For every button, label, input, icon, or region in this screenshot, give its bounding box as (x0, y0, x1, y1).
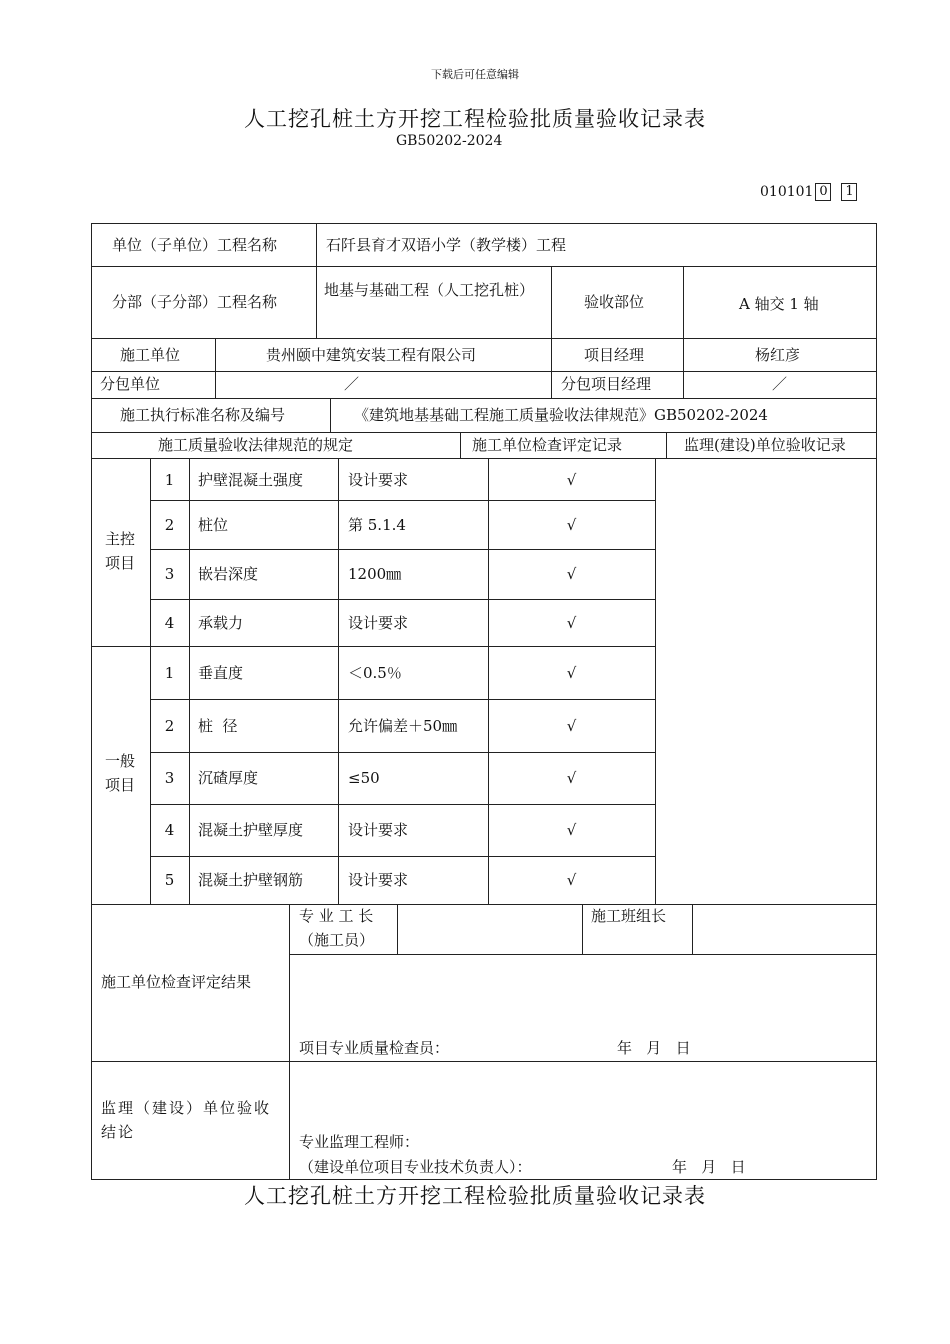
item-name: 混凝土护壁钢筋 (198, 871, 304, 889)
contractor-date: 年 月 日 (617, 1039, 691, 1057)
item-name: 嵌岩深度 (198, 565, 259, 583)
item-name: 承载力 (198, 614, 244, 632)
subcontractor-label: 分包单位 (100, 375, 161, 393)
supervision-result-label: 监理（建设）单位验收结论 (101, 1099, 272, 1141)
item-number: 1 (164, 664, 175, 682)
inspector-label: 项目专业质量检查员： (299, 1039, 450, 1057)
table-rule (92, 266, 876, 267)
item-number: 4 (164, 821, 175, 839)
item-requirement: 设计要求 (348, 614, 409, 632)
table-rule (551, 266, 552, 398)
form-code-box-1: 0 (815, 183, 831, 201)
item-name: 护壁混凝土强度 (198, 471, 304, 489)
table-rule (150, 549, 655, 550)
pm-value: 杨红彦 (755, 346, 801, 364)
table-rule (92, 458, 876, 459)
item-requirement: 设计要求 (348, 471, 409, 489)
item-requirement: ≤50 (348, 769, 380, 787)
table-rule (92, 646, 655, 647)
standard-label: 施工执行标准名称及编号 (120, 406, 286, 424)
form-code (760, 183, 857, 201)
table-rule (289, 904, 290, 1180)
table-rule (338, 458, 339, 904)
unit-name-value: 石阡县育才双语小学（教学楼）工程 (326, 236, 567, 254)
item-number: 3 (164, 565, 175, 583)
item-check-record: √ (566, 871, 577, 889)
top-note: 下载后可任意编辑 (431, 68, 519, 81)
accept-part-value: A 轴交 1 轴 (739, 295, 819, 313)
page-title: 人工挖孔桩土方开挖工程检验批质量验收记录表 (244, 107, 706, 131)
table-rule (150, 500, 655, 501)
contractor-label: 施工单位 (120, 346, 181, 364)
table-rule (150, 599, 655, 600)
table-rule (150, 856, 655, 857)
col-header-supervision: 监理(建设)单位验收记录 (684, 436, 846, 454)
table-rule (92, 904, 876, 905)
item-check-record: √ (566, 769, 577, 787)
table-rule (92, 338, 876, 339)
item-check-record: √ (566, 516, 577, 534)
item-name: 桩 径 (198, 717, 238, 735)
pm-label: 项目经理 (584, 346, 645, 364)
form-code-box-2: 1 (841, 183, 857, 201)
foreman-label: 专 业 工 长（施工员） (299, 907, 375, 949)
table-rule (666, 432, 667, 458)
item-check-record: √ (566, 614, 577, 632)
item-number: 2 (164, 516, 175, 534)
sub-project-value: 地基与基础工程（人工挖孔桩） (324, 281, 535, 299)
form-code-prefix: 010101 (760, 184, 814, 200)
item-check-record: √ (566, 565, 577, 583)
item-name: 沉碴厚度 (198, 769, 259, 787)
table-rule (460, 432, 461, 458)
item-requirement: 第 5.1.4 (348, 516, 406, 534)
table-rule (150, 752, 655, 753)
sub-pm-label: 分包项目经理 (561, 375, 652, 393)
sub-project-label: 分部（子分部）工程名称 (112, 293, 278, 311)
accept-part-label: 验收部位 (584, 293, 645, 311)
item-number: 3 (164, 769, 175, 787)
item-number: 5 (164, 871, 175, 889)
item-name: 桩位 (198, 516, 229, 534)
table-rule (655, 458, 656, 904)
sub-pm-value: ／ (772, 375, 788, 393)
table-rule (150, 699, 655, 700)
standard-code: GB50202-2024 (396, 133, 503, 149)
item-check-record: √ (566, 717, 577, 735)
team-leader-label: 施工班组长 (591, 907, 667, 925)
item-requirement: 设计要求 (348, 871, 409, 889)
table-rule (316, 224, 317, 338)
item-requirement: 允许偏差＋50㎜ (348, 717, 458, 735)
table-rule (683, 266, 684, 398)
item-name: 垂直度 (198, 664, 244, 682)
col-header-spec: 施工质量验收法律规范的规定 (158, 436, 354, 454)
item-number: 1 (164, 471, 175, 489)
main-group-label: 主控项目 (104, 530, 135, 572)
subcontractor-value: ／ (344, 375, 360, 393)
item-requirement: ＜0.5％ (348, 664, 402, 682)
owner-rep-label: （建设单位项目专业技术负责人）： (299, 1158, 532, 1176)
table-rule (189, 458, 190, 904)
contractor-result-label: 施工单位检查评定结果 (101, 973, 252, 991)
item-number: 4 (164, 614, 175, 632)
item-number: 2 (164, 717, 175, 735)
table-rule (92, 1061, 876, 1062)
item-check-record: √ (566, 664, 577, 682)
table-rule (289, 954, 876, 955)
item-check-record: √ (566, 821, 577, 839)
unit-name-label: 单位（子单位）工程名称 (112, 236, 278, 254)
table-rule (92, 398, 876, 399)
table-rule (582, 904, 583, 954)
item-requirement: 1200㎜ (348, 565, 402, 583)
table-rule (215, 338, 216, 398)
table-rule (330, 398, 331, 432)
standard-value: 《建筑地基基础工程施工质量验收法律规范》GB50202-2024 (354, 406, 768, 424)
contractor-value: 贵州颐中建筑安装工程有限公司 (266, 346, 477, 364)
table-rule (150, 804, 655, 805)
item-check-record: √ (566, 471, 577, 489)
footer-title: 人工挖孔桩土方开挖工程检验批质量验收记录表 (244, 1184, 706, 1208)
general-group-label: 一般项目 (104, 752, 135, 794)
supervision-engineer-label: 专业监理工程师： (299, 1133, 420, 1151)
item-name: 混凝土护壁厚度 (198, 821, 304, 839)
table-rule (692, 904, 693, 954)
item-requirement: 设计要求 (348, 821, 409, 839)
col-header-check: 施工单位检查评定记录 (472, 436, 623, 454)
table-rule (92, 371, 876, 372)
inspection-table (91, 223, 877, 1180)
table-rule (397, 904, 398, 954)
supervision-date: 年 月 日 (672, 1158, 746, 1176)
